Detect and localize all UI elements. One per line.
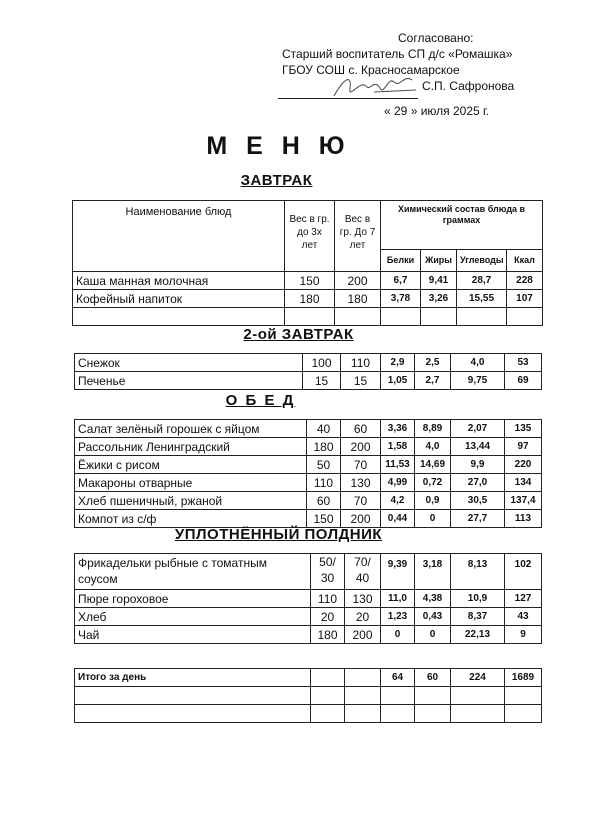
protein: 0,44 (381, 510, 415, 528)
weight-3: 60 (307, 492, 341, 510)
table-row (75, 474, 542, 492)
weight-3: 110 (307, 474, 341, 492)
page-title: М Е Н Ю (206, 132, 351, 160)
fat: 14,69 (415, 456, 451, 474)
weight-7: 200 (335, 272, 381, 290)
header-kcal: Ккал (507, 249, 543, 271)
weight-3: 150 (307, 510, 341, 528)
dish-name: Хлеб (75, 608, 311, 626)
header-chem: Химический состав блюда в граммах (381, 201, 543, 250)
protein: 1,05 (381, 372, 415, 390)
signature-icon (330, 70, 420, 104)
protein: 3,78 (381, 290, 421, 308)
carbs: 8,37 (451, 608, 505, 626)
header-carbs: Углеводы (457, 249, 507, 271)
carbs: 9,75 (451, 372, 505, 390)
weight-3: 110 (311, 590, 345, 608)
weight-7: 130 (341, 474, 381, 492)
kcal: 127 (505, 590, 542, 608)
dish-name: Хлеб пшеничный, ржаной (75, 492, 307, 510)
carbs: 9,9 (451, 456, 505, 474)
header-weight-7: Вес в гр. До 7 лет (335, 201, 381, 272)
carbs: 27,7 (451, 510, 505, 528)
fat: 0,43 (415, 608, 451, 626)
protein: 6,7 (381, 272, 421, 290)
weight-3: 15 (303, 372, 341, 390)
table-row (75, 554, 542, 590)
table-row (75, 456, 542, 474)
total-fat: 60 (415, 669, 451, 687)
weight-7: 110 (341, 354, 381, 372)
breakfast-table (72, 200, 543, 326)
kcal: 9 (505, 626, 542, 644)
protein: 3,36 (381, 420, 415, 438)
protein: 11,53 (381, 456, 415, 474)
protein: 4,99 (381, 474, 415, 492)
table-row (75, 608, 542, 626)
table-row (75, 354, 542, 372)
table-row (75, 626, 542, 644)
weight-7: 200 (345, 626, 381, 644)
lunch-table (74, 419, 542, 528)
carbs: 22,13 (451, 626, 505, 644)
header-fat: Жиры (421, 249, 457, 271)
fat: 4,0 (415, 438, 451, 456)
weight-7: 15 (341, 372, 381, 390)
weight-3: 20 (311, 608, 345, 626)
section-title-second-breakfast: 2-ой ЗАВТРАК (243, 326, 354, 343)
weight-7: 130 (345, 590, 381, 608)
weight-3: 50 (307, 456, 341, 474)
table-row (73, 290, 543, 308)
section-title-snack: УПЛОТНЁННЫЙ ПОЛДНИК (174, 526, 383, 543)
table-row (73, 272, 543, 290)
protein: 4,2 (381, 492, 415, 510)
weight-3: 180 (311, 626, 345, 644)
weight-3: 50/ 30 (311, 554, 345, 590)
fat: 9,41 (421, 272, 457, 290)
protein: 11,0 (381, 590, 415, 608)
total-row (75, 669, 542, 687)
kcal: 97 (505, 438, 542, 456)
total-carbs: 224 (451, 669, 505, 687)
approval-line1: Старший воспитатель СП д/с «Ромашка» (282, 47, 513, 61)
protein: 1,23 (381, 608, 415, 626)
fat: 4,38 (415, 590, 451, 608)
total-kcal: 1689 (505, 669, 542, 687)
dish-name: Рассольник Ленинградский (75, 438, 307, 456)
carbs: 13,44 (451, 438, 505, 456)
approval-line2: ГБОУ СОШ с. Красносамарское (282, 63, 460, 77)
total-table (74, 668, 542, 723)
protein: 1,58 (381, 438, 415, 456)
approval-signer: С.П. Сафронова (422, 79, 515, 93)
kcal: 107 (507, 290, 543, 308)
weight-7: 20 (345, 608, 381, 626)
header-weight-3: Вес в гр. до 3х лет (285, 201, 335, 272)
kcal: 43 (505, 608, 542, 626)
weight-7: 70 (341, 456, 381, 474)
dish-name: Салат зелёный горошек с яйцом (75, 420, 307, 438)
weight-3: 180 (307, 438, 341, 456)
fat: 2,5 (415, 354, 451, 372)
weight-3: 100 (303, 354, 341, 372)
carbs: 8,13 (451, 554, 505, 590)
kcal: 53 (505, 354, 542, 372)
second-breakfast-table (74, 353, 542, 390)
fat: 0 (415, 510, 451, 528)
weight-3: 40 (307, 420, 341, 438)
header-protein: Белки (381, 249, 421, 271)
kcal: 228 (507, 272, 543, 290)
table-row (75, 590, 542, 608)
kcal: 134 (505, 474, 542, 492)
table-row-empty (75, 705, 542, 723)
carbs: 10,9 (451, 590, 505, 608)
fat: 0,9 (415, 492, 451, 510)
protein: 0 (381, 626, 415, 644)
weight-7: 200 (341, 510, 381, 528)
fat: 0,72 (415, 474, 451, 492)
kcal: 137,4 (505, 492, 542, 510)
carbs: 2,07 (451, 420, 505, 438)
weight-3: 150 (285, 272, 335, 290)
kcal: 102 (505, 554, 542, 590)
table-row (75, 492, 542, 510)
table-row (75, 438, 542, 456)
protein: 2,9 (381, 354, 415, 372)
table-row (75, 510, 542, 528)
dish-name: Пюре гороховое (75, 590, 311, 608)
table-row (75, 420, 542, 438)
carbs: 4,0 (451, 354, 505, 372)
fat: 3,26 (421, 290, 457, 308)
weight-7: 70 (341, 492, 381, 510)
approval-agreed: Согласовано: (398, 31, 474, 45)
carbs: 30,5 (451, 492, 505, 510)
section-title-breakfast: ЗАВТРАК (240, 172, 313, 189)
approval-date: « 29 » июля 2025 г. (384, 104, 490, 118)
dish-name: Ёжики с рисом (75, 456, 307, 474)
table-row (75, 372, 542, 390)
section-title-lunch: О Б Е Д (225, 392, 296, 409)
total-label: Итого за день (75, 669, 311, 687)
kcal: 113 (505, 510, 542, 528)
fat: 8,89 (415, 420, 451, 438)
header-name: Наименование блюд (73, 201, 285, 272)
table-row-empty (73, 308, 543, 326)
weight-7: 60 (341, 420, 381, 438)
protein: 9,39 (381, 554, 415, 590)
dish-name: Каша манная молочная (73, 272, 285, 290)
table-row-empty (75, 687, 542, 705)
total-protein: 64 (381, 669, 415, 687)
carbs: 28,7 (457, 272, 507, 290)
snack-table (74, 553, 542, 644)
weight-7: 70/ 40 (345, 554, 381, 590)
carbs: 15,55 (457, 290, 507, 308)
fat: 2,7 (415, 372, 451, 390)
dish-name: Снежок (75, 354, 303, 372)
dish-name: Печенье (75, 372, 303, 390)
dish-name: Макароны отварные (75, 474, 307, 492)
weight-3: 180 (285, 290, 335, 308)
dish-name: Чай (75, 626, 311, 644)
kcal: 135 (505, 420, 542, 438)
kcal: 69 (505, 372, 542, 390)
fat: 0 (415, 626, 451, 644)
dish-name: Кофейный напиток (73, 290, 285, 308)
weight-7: 180 (335, 290, 381, 308)
kcal: 220 (505, 456, 542, 474)
weight-7: 200 (341, 438, 381, 456)
carbs: 27,0 (451, 474, 505, 492)
fat: 3,18 (415, 554, 451, 590)
dish-name: Компот из с/ф (75, 510, 307, 528)
dish-name: Фрикадельки рыбные с томатным соусом (75, 554, 311, 590)
